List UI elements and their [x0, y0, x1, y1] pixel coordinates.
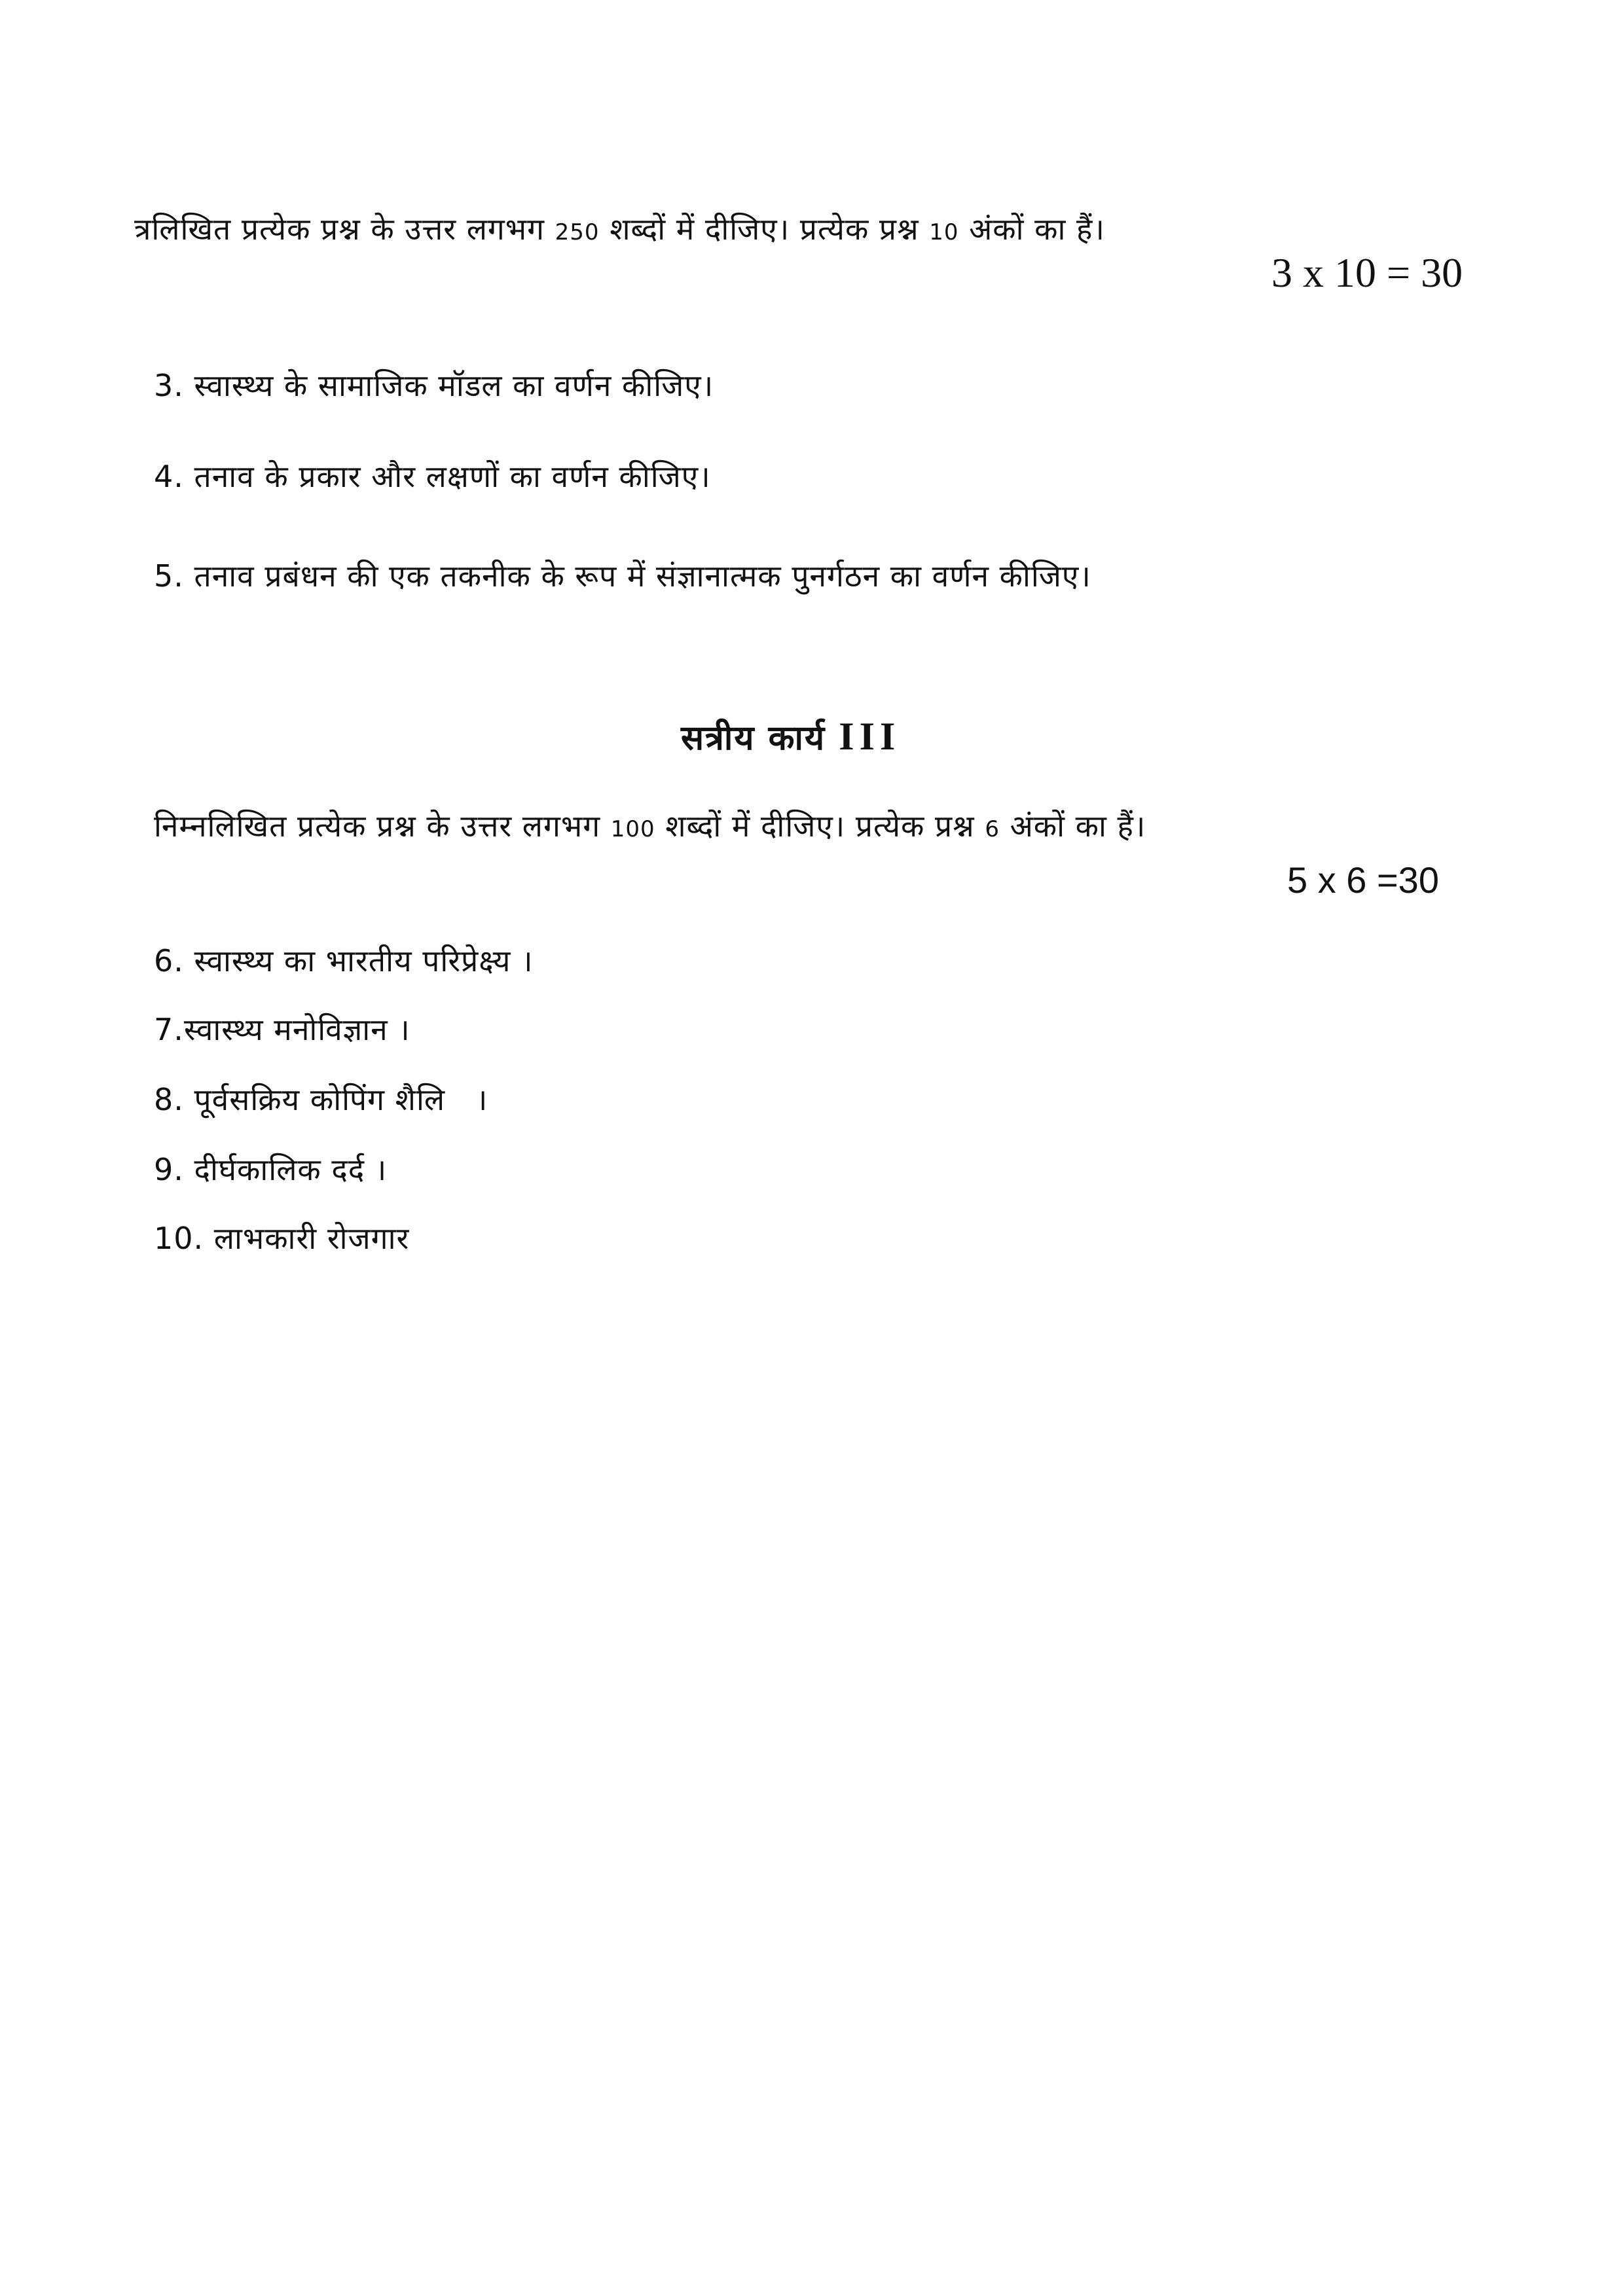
question-text: तनाव के प्रकार और लक्षणों का वर्णन कीजिए। [194, 459, 711, 494]
question-item [154, 555, 1091, 596]
question-number: 3. [154, 368, 184, 403]
question-text: स्वास्थ्य के सामाजिक मॉडल का वर्णन कीजिए। [194, 368, 714, 403]
section-3-instruction [154, 805, 1146, 846]
section-2-marks-formula: 3 x 10 = 30 [1271, 249, 1463, 296]
question-text: स्वास्थ्य का भारतीय परिप्रेक्ष्य । [194, 943, 534, 978]
question-number: 10. [154, 1221, 204, 1256]
question-number: 7. [154, 1012, 184, 1047]
marks-per-question: 10 [929, 219, 959, 245]
marks-per-question: 6 [985, 816, 1000, 842]
question-item [154, 1079, 488, 1119]
section-3-marks-formula: 5 x 6 =30 [1287, 859, 1439, 901]
question-text: तनाव प्रबंधन की एक तकनीक के रूप में संज्ञानात्मक पुनर्गठन का वर्णन कीजिए। [194, 558, 1091, 594]
question-text: स्वास्थ्य मनोविज्ञान । [183, 1012, 410, 1047]
question-number: 6. [154, 943, 184, 978]
question-text: लाभकारी रोजगार [213, 1221, 410, 1256]
word-count: 250 [555, 219, 600, 245]
section-title-numeral: III [839, 715, 901, 758]
instruction-text: शब्दों में दीजिए। प्रत्येक प्रश्न [665, 808, 975, 844]
instruction-text: शब्दों में दीजिए। प्रत्येक प्रश्न [610, 211, 919, 247]
instruction-text: निम्नलिखित प्रत्येक प्रश्न के उत्तर लगभग [154, 808, 601, 844]
question-text: दीर्घकालिक दर्द । [194, 1152, 388, 1187]
instruction-text: अंकों का हैं। [1010, 808, 1146, 844]
question-number: 8. [154, 1082, 184, 1117]
question-number: 5. [154, 558, 184, 594]
question-item [154, 1149, 387, 1189]
instruction-text: अंकों का हैं। [969, 211, 1105, 247]
question-item [154, 1009, 410, 1049]
word-count: 100 [610, 816, 655, 842]
section-3-title [681, 713, 900, 760]
question-number: 4. [154, 459, 184, 494]
question-text: पूर्वसक्रिय कोपिंग शैलि । [194, 1082, 488, 1117]
question-item [154, 1217, 409, 1258]
question-item [154, 940, 534, 980]
question-item [154, 456, 711, 496]
question-item [154, 365, 714, 405]
section-title-text: सत्रीय कार्य [681, 719, 826, 758]
question-number: 9. [154, 1152, 184, 1187]
instruction-text: त्रलिखित प्रत्येक प्रश्न के उत्तर लगभग [134, 211, 545, 247]
section-2-instruction [134, 208, 1105, 249]
